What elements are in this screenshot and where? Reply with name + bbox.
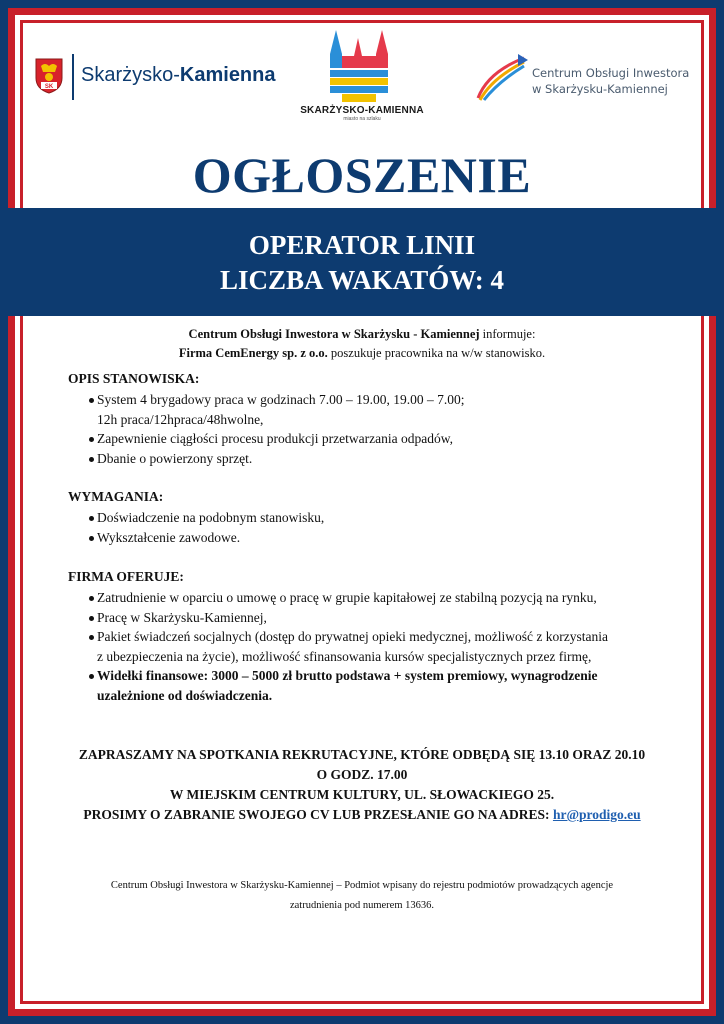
list-item: Doświadczenie na podobnym stanowisku,	[68, 508, 688, 528]
coi-name-line2: w Skarżysku-Kamiennej	[532, 82, 668, 96]
logo-city-name: Skarżysko-Kamienna	[81, 64, 276, 86]
footer-note	[60, 876, 664, 916]
position-banner	[0, 208, 724, 316]
list-item: Wykształcenie zawodowe.	[68, 528, 688, 548]
list-item-continuation: 12h praca/12hpraca/48hwolne,	[97, 411, 264, 427]
invite-line-3: W MIEJSKIM CENTRUM KULTURY, UL. SŁOWACKIEGO 25.	[169, 787, 555, 802]
intro-line-1: Centrum Obsługi Inwestora w Skarżysku - Kamiennej informuje:	[188, 327, 536, 341]
recruitment-invitation	[0, 745, 724, 825]
section-description	[68, 371, 688, 468]
center-logo-name: SKARŻYSKO-KAMIENNA	[300, 105, 424, 116]
intro-line-2: Firma CemEnergy sp. z o.o. poszukuje pracownika na w/w stanowisko.	[178, 346, 546, 360]
list-item: Pakiet świadczeń socjalnych (dostęp do prywatnej opieki medycznej, możliwość z korzystania	[68, 627, 688, 647]
list-item: Dbanie o powierzony sprzęt.	[68, 449, 688, 469]
section-heading: FIRMA OFERUJE:	[68, 569, 184, 584]
email-link[interactable]: hr@prodigo.eu	[552, 807, 641, 822]
logo-city-towers	[292, 26, 432, 122]
logo-skarzysko-kamienna	[35, 52, 285, 104]
list-item: Zapewnienie ciągłości procesu produkcji przetwarzania odpadów,	[68, 429, 688, 449]
invite-line-1: ZAPRASZAMY NA SPOTKANIA REKRUTACYJNE, KTÓRE ODBĘDĄ SIĘ 13.10 ORAZ 20.10	[78, 747, 646, 762]
coi-name-line1: Centrum Obsługi Inwestora	[532, 66, 690, 80]
shield-text: SK	[44, 84, 54, 90]
list-item: System 4 brygadowy praca w godzinach 7.00 – 19.00, 19.00 – 7.00;	[68, 390, 688, 410]
invite-line-2: O GODZ. 17.00	[316, 767, 408, 782]
position-title: OPERATOR LINII	[248, 230, 476, 260]
list-item: Pracę w Skarżysku-Kamiennej,	[68, 608, 688, 628]
section-heading: WYMAGANIA:	[68, 489, 164, 504]
list-item-salary: Widełki finansowe: 3000 – 5000 zł brutto podstawa + system premiowy, wynagrodzenie	[68, 666, 688, 686]
invite-line-4: PROSIMY O ZABRANIE SWOJEGO CV LUB PRZESŁANIE GO NA ADRES: hr@prodigo.eu	[83, 807, 641, 822]
city-shield-icon	[35, 58, 63, 94]
list-item-continuation: z ubezpieczenia na życie), możliwość sfinansowania kursów specjalistycznych przez firmę,	[97, 648, 592, 664]
footer-line-2: zatrudnienia pod numerem 13636.	[289, 900, 435, 911]
logo-separator	[72, 54, 74, 100]
footer-line-1: Centrum Obsługi Inwestora w Skarżysku-Kamiennej – Podmiot wpisany do rejestru podmiotów prowadzących agencje	[110, 880, 614, 891]
center-logo-tagline: miasto na szlaku	[343, 116, 381, 122]
section-requirements	[68, 489, 688, 547]
list-item: Zatrudnienie w oparciu o umowę o pracę w grupie kapitałowej ze stabilną pozycją na rynku,	[68, 588, 688, 608]
city-towers-logo-icon	[322, 26, 402, 106]
section-offer	[68, 569, 688, 705]
logo-coi	[474, 52, 694, 104]
announcement-headline: OGŁOSZENIE	[192, 147, 532, 203]
vacancy-count: LICZBA WAKATÓW: 4	[219, 265, 505, 295]
coi-rocket-logo-icon	[474, 52, 530, 104]
list-item-continuation: uzależnione od doświadczenia.	[97, 687, 273, 703]
section-heading: OPIS STANOWISKA:	[68, 371, 200, 386]
intro-text	[0, 325, 724, 363]
